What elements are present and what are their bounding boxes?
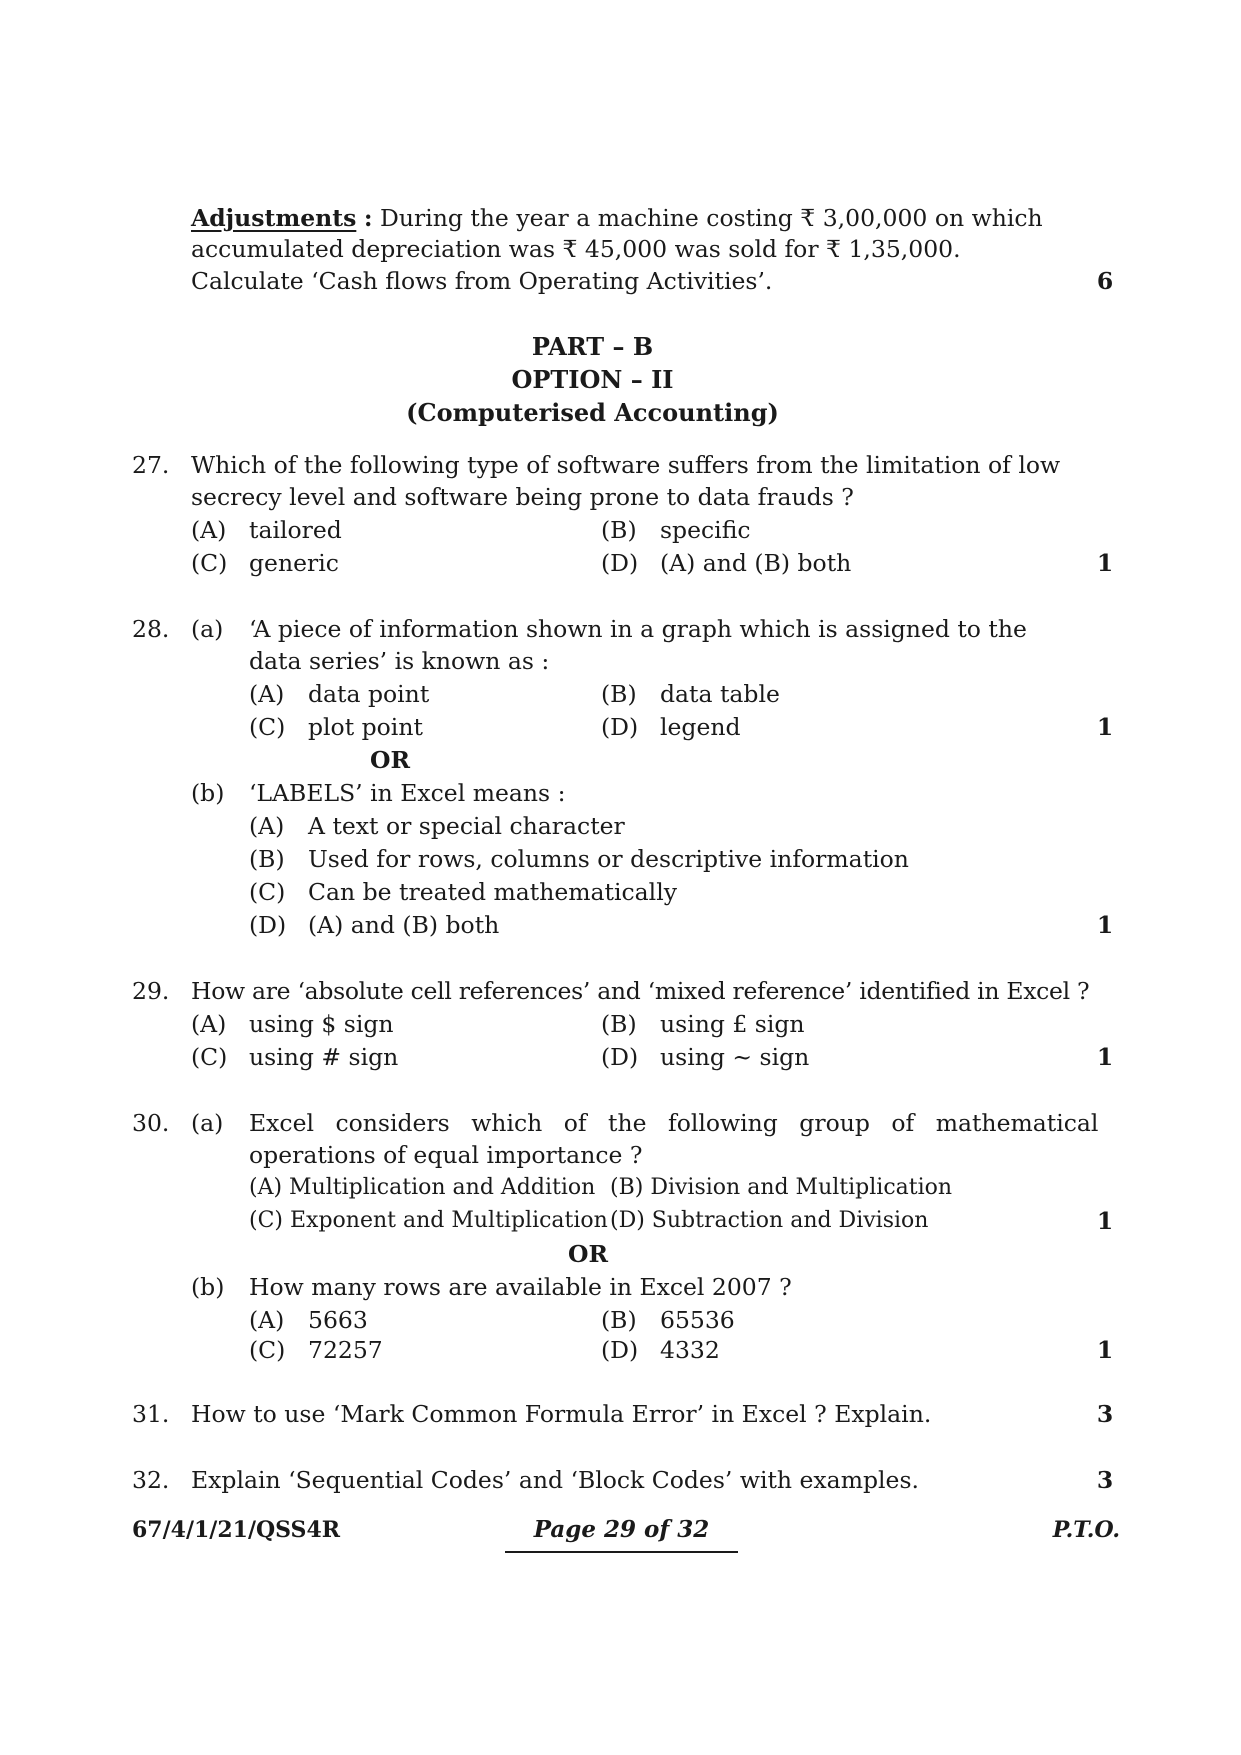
q30-b-text: How many rows are available in Excel 2007 ?: [249, 1273, 792, 1301]
q28-number: 28.: [132, 615, 170, 643]
q28-b-marks: 1: [1096, 911, 1114, 939]
q30-b-marks: 1: [1096, 1336, 1114, 1364]
q28-or: OR: [370, 746, 411, 774]
q27-option-b-label: (B): [601, 516, 637, 544]
q28-a-option-b-label: (B): [601, 680, 637, 708]
q27-text-1: Which of the following type of software suffers from the limitation of low: [191, 451, 1061, 479]
footer-pto: P.T.O.: [1052, 1517, 1120, 1543]
adjustments-colon: :: [363, 204, 373, 232]
q27-option-a-label: (A): [191, 516, 227, 544]
q28-a-option-a-label: (A): [249, 680, 285, 708]
q30-a-options-row-1-left: (A) Multiplication and Addition: [249, 1175, 596, 1200]
q28-b-text: ‘LABELS’ in Excel means :: [249, 779, 566, 807]
q29-option-d-text: using ~ sign: [660, 1043, 810, 1071]
q30-number: 30.: [132, 1109, 170, 1137]
option-heading: OPTION – II: [511, 365, 674, 394]
q29-text-1: How are ‘absolute cell references’ and ‘mixed reference’ identified in Excel ?: [191, 977, 1090, 1005]
q28-b-option-a-label: (A): [249, 812, 285, 840]
q27-option-c-text: generic: [249, 549, 339, 577]
q30-or: OR: [568, 1240, 609, 1268]
q32-text: Explain ‘Sequential Codes’ and ‘Block Codes’ with examples.: [191, 1466, 919, 1494]
q27-text-2: secrecy level and software being prone to data frauds ?: [191, 483, 854, 511]
q27-option-a-text: tailored: [249, 516, 342, 544]
q28-b-option-d-text: (A) and (B) both: [308, 911, 500, 939]
q28-a-option-d-text: legend: [660, 713, 741, 741]
q32-marks: 3: [1096, 1466, 1114, 1494]
footer-paper-code: 67/4/1/21/QSS4R: [132, 1517, 341, 1543]
q30-a-label: (a): [191, 1109, 224, 1137]
q28-a-option-a-text: data point: [308, 680, 430, 708]
q30-a-text-2: operations of equal importance ?: [249, 1141, 643, 1169]
q27-option-d-text: (A) and (B) both: [660, 549, 852, 577]
part-heading: PART – B: [531, 332, 654, 361]
adjustments-text-2: accumulated depreciation was ₹ 45,000 was sold for ₹ 1,35,000.: [191, 235, 961, 263]
q30-b-option-a-text: 5663: [308, 1306, 368, 1334]
q29-option-a-label: (A): [191, 1010, 227, 1038]
adjustments-text-1: During the year a machine costing ₹ 3,00,000 on which: [379, 204, 1043, 232]
q30-b-option-d-label: (D): [601, 1336, 639, 1364]
q28-a-text-2: data series’ is known as :: [249, 647, 550, 675]
q30-a-options-row-2-right: (D) Subtraction and Division: [610, 1208, 929, 1233]
q29-option-d-label: (D): [601, 1043, 639, 1071]
q32-number: 32.: [132, 1466, 170, 1494]
q27-option-b-text: specific: [660, 516, 751, 544]
q28-b-option-c-text: Can be treated mathematically: [308, 878, 677, 906]
q28-b-option-d-label: (D): [249, 911, 287, 939]
q28-a-option-b-text: data table: [660, 680, 780, 708]
q30-b-option-c-label: (C): [249, 1336, 286, 1364]
q28-a-option-c-label: (C): [249, 713, 286, 741]
q27-option-d-label: (D): [601, 549, 639, 577]
adjustments-label: Adjustments: [191, 204, 357, 232]
q28-a-marks: 1: [1096, 713, 1114, 741]
q28-b-option-a-text: A text or special character: [308, 812, 625, 840]
q31-marks: 3: [1096, 1400, 1114, 1428]
q28-b-option-b-label: (B): [249, 845, 285, 873]
q29-option-c-label: (C): [191, 1043, 228, 1071]
q30-b-label: (b): [191, 1273, 225, 1301]
q30-b-option-d-text: 4332: [660, 1336, 720, 1364]
q30-b-option-a-label: (A): [249, 1306, 285, 1334]
q29-option-c-text: using # sign: [249, 1043, 399, 1071]
q29-option-a-text: using $ sign: [249, 1010, 394, 1038]
q31-text: How to use ‘Mark Common Formula Error’ in Excel ? Explain.: [191, 1400, 932, 1428]
q30-a-marks: 1: [1096, 1207, 1114, 1235]
q27-marks: 1: [1096, 549, 1114, 577]
q31-number: 31.: [132, 1400, 170, 1428]
footer-page-number: Page 29 of 32: [533, 1516, 710, 1543]
q28-a-option-d-label: (D): [601, 713, 639, 741]
q28-a-label: (a): [191, 615, 224, 643]
q28-b-option-c-label: (C): [249, 878, 286, 906]
q29-option-b-text: using £ sign: [660, 1010, 805, 1038]
q29-number: 29.: [132, 977, 170, 1005]
adjustments-marks: 6: [1096, 267, 1114, 295]
q30-b-option-b-label: (B): [601, 1306, 637, 1334]
q28-a-text-1: ‘A piece of information shown in a graph which is assigned to the: [249, 615, 1027, 643]
q30-a-options-row-2-left: (C) Exponent and Multiplication: [249, 1208, 608, 1233]
adjustments-line-1: [191, 203, 1043, 233]
q28-a-option-c-text: plot point: [308, 713, 423, 741]
adjustments-text-3: Calculate ‘Cash flows from Operating Activities’.: [191, 267, 773, 295]
q30-b-option-c-text: 72257: [308, 1336, 383, 1364]
q28-b-option-b-text: Used for rows, columns or descriptive information: [308, 845, 909, 873]
q30-b-option-b-text: 65536: [660, 1306, 735, 1334]
section-subtitle: (Computerised Accounting): [406, 398, 779, 427]
q29-option-b-label: (B): [601, 1010, 637, 1038]
q28-b-label: (b): [191, 779, 225, 807]
q27-number: 27.: [132, 451, 170, 479]
q27-option-c-label: (C): [191, 549, 228, 577]
q29-marks: 1: [1096, 1043, 1114, 1071]
q30-a-text-1: Excel considers which of the following group of mathematical: [249, 1109, 1099, 1137]
footer-page-underline: [505, 1551, 738, 1553]
q30-a-options-row-1-right: (B) Division and Multiplication: [610, 1175, 953, 1200]
